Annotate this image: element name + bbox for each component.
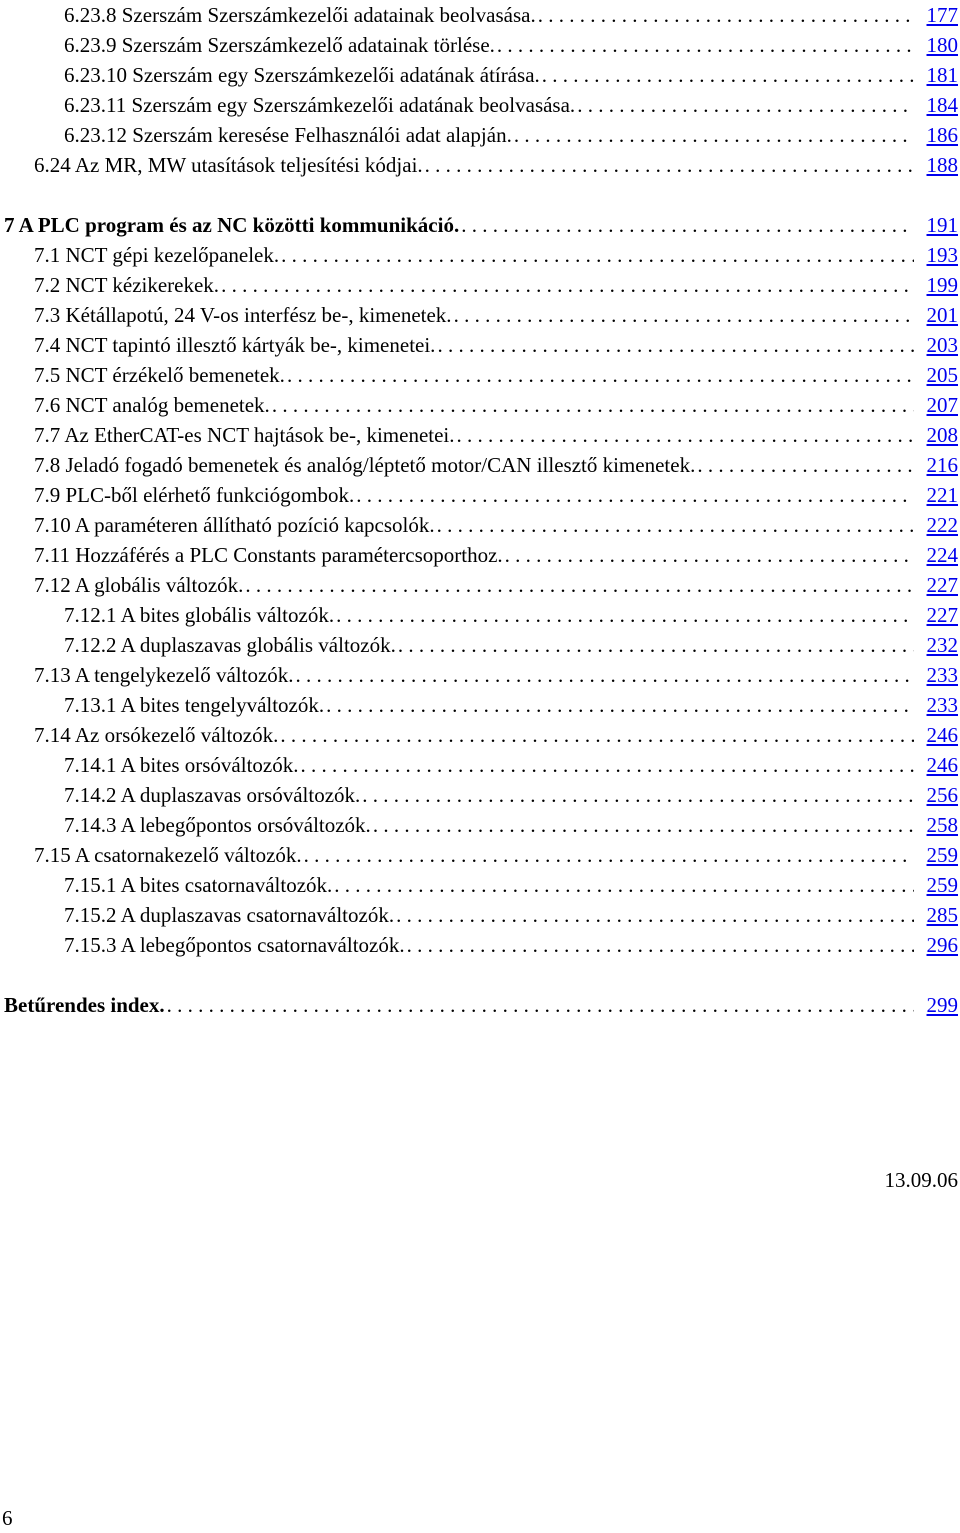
toc-entry bbox=[34, 390, 958, 420]
toc-entry bbox=[64, 90, 958, 120]
toc-entry-title: 7.12 A globális változók. bbox=[34, 573, 244, 597]
toc-entry bbox=[34, 450, 958, 480]
toc-entry bbox=[34, 420, 958, 450]
toc-entry bbox=[64, 120, 958, 150]
toc-entry-title: 7.15.3 A lebegőpontos csatornaváltozók. bbox=[64, 933, 405, 957]
toc-page-link[interactable]: 221 bbox=[926, 483, 958, 507]
toc-page-link[interactable]: 299 bbox=[926, 993, 958, 1017]
toc-page-link[interactable]: 177 bbox=[926, 3, 958, 27]
toc-entry bbox=[34, 660, 958, 690]
toc-page-link[interactable]: 285 bbox=[926, 903, 958, 927]
toc-entry bbox=[64, 30, 958, 60]
toc-page-link[interactable]: 227 bbox=[926, 603, 958, 627]
dot-leader bbox=[332, 870, 914, 900]
dot-leader bbox=[405, 930, 914, 960]
toc-entry-title: 7.6 NCT analóg bemenetek. bbox=[34, 393, 270, 417]
toc-entry-title: 7.1 NCT gépi kezelőpanelek. bbox=[34, 243, 280, 267]
toc-entry-title: 7.3 Kétállapotú, 24 V-os interfész be-, kimenetek. bbox=[34, 303, 452, 327]
toc-entry-title: 6.23.11 Szerszám egy Szerszámkezelői adatának beolvasása. bbox=[64, 93, 576, 117]
dot-leader bbox=[423, 150, 914, 180]
toc-entry-title: 6.23.8 Szerszám Szerszámkezelői adatainak beolvasása. bbox=[64, 3, 536, 27]
toc-page-link[interactable]: 199 bbox=[926, 273, 958, 297]
dot-leader bbox=[354, 480, 914, 510]
toc-entry-title: 7.7 Az EtherCAT-es NCT hajtások be-, kimenetei. bbox=[34, 423, 455, 447]
dot-leader bbox=[394, 900, 914, 930]
dot-leader bbox=[165, 990, 914, 1020]
toc-entry bbox=[64, 0, 958, 30]
toc-entry-title: 6.24 Az MR, MW utasítások teljesítési kódjai. bbox=[34, 153, 423, 177]
toc-page-link[interactable]: 203 bbox=[926, 333, 958, 357]
toc-chapter-title: 7 A PLC program és az NC közötti kommunikáció. bbox=[4, 213, 460, 237]
toc-entry bbox=[64, 870, 958, 900]
toc-entry-title: 6.23.12 Szerszám keresése Felhasználói adat alapján. bbox=[64, 123, 512, 147]
toc-entry-title: 7.13.1 A bites tengelyváltozók. bbox=[64, 693, 325, 717]
toc-page-link[interactable]: 246 bbox=[926, 753, 958, 777]
toc-entry-title: 7.14 Az orsókezelő változók. bbox=[34, 723, 279, 747]
footer-date: 13.09.06 bbox=[884, 1168, 958, 1192]
toc-entry-title: 7.15 A csatornakezelő változók. bbox=[34, 843, 302, 867]
dot-leader bbox=[279, 240, 914, 270]
toc-page-link[interactable]: 208 bbox=[926, 423, 958, 447]
dot-leader bbox=[294, 660, 914, 690]
dot-leader bbox=[695, 450, 914, 480]
toc-entry bbox=[34, 510, 958, 540]
toc-entry bbox=[64, 690, 958, 720]
toc-page-link[interactable]: 184 bbox=[926, 93, 958, 117]
toc-entry bbox=[64, 810, 958, 840]
toc-page-link[interactable]: 296 bbox=[926, 933, 958, 957]
toc-entry-title: 7.15.1 A bites csatornaváltozók. bbox=[64, 873, 333, 897]
dot-leader bbox=[243, 570, 914, 600]
toc-page-link[interactable]: 216 bbox=[926, 453, 958, 477]
dot-leader bbox=[455, 420, 914, 450]
toc-entry bbox=[34, 300, 958, 330]
toc-page-link[interactable]: 233 bbox=[926, 693, 958, 717]
dot-leader bbox=[396, 630, 914, 660]
toc-entry bbox=[34, 330, 958, 360]
dot-leader bbox=[278, 720, 914, 750]
toc-page-link[interactable]: 188 bbox=[926, 153, 958, 177]
toc-chapter-entry bbox=[4, 990, 958, 1020]
dot-leader bbox=[540, 60, 914, 90]
toc-page-link[interactable]: 224 bbox=[926, 543, 958, 567]
toc-entry bbox=[64, 750, 958, 780]
toc-page-link[interactable]: 180 bbox=[926, 33, 958, 57]
toc-page-link[interactable]: 259 bbox=[926, 873, 958, 897]
toc-entry bbox=[34, 360, 958, 390]
dot-leader bbox=[219, 270, 914, 300]
toc-page-link[interactable]: 191 bbox=[926, 213, 958, 237]
toc-entry-title: 7.2 NCT kézikerekek. bbox=[34, 273, 220, 297]
dot-leader bbox=[299, 750, 915, 780]
toc-entry-title: 7.15.2 A duplaszavas csatornaváltozók. bbox=[64, 903, 395, 927]
dot-leader bbox=[435, 510, 914, 540]
toc-entry-title: 7.14.3 A lebegőpontos orsóváltozók. bbox=[64, 813, 371, 837]
toc-entry bbox=[34, 540, 958, 570]
toc-entry-title: 7.13 A tengelykezelő változók. bbox=[34, 663, 294, 687]
toc-page-link[interactable]: 205 bbox=[926, 363, 958, 387]
toc-page-link[interactable]: 227 bbox=[926, 573, 958, 597]
dot-leader bbox=[495, 30, 914, 60]
toc-entry-title: 7.14.2 A duplaszavas orsóváltozók. bbox=[64, 783, 361, 807]
dot-leader bbox=[452, 300, 914, 330]
dot-leader bbox=[512, 120, 914, 150]
toc-entry bbox=[34, 480, 958, 510]
toc-entry bbox=[34, 270, 958, 300]
toc-chapter-entry bbox=[4, 210, 958, 240]
toc-page-link[interactable]: 222 bbox=[926, 513, 958, 537]
dot-leader bbox=[285, 360, 914, 390]
toc-page-link[interactable]: 232 bbox=[926, 633, 958, 657]
toc-entry-title: 7.4 NCT tapintó illesztő kártyák be-, kimenetei. bbox=[34, 333, 436, 357]
dot-leader bbox=[360, 780, 914, 810]
toc-entry bbox=[34, 150, 958, 180]
toc-page-link[interactable]: 181 bbox=[926, 63, 958, 87]
toc-page-link[interactable]: 258 bbox=[926, 813, 958, 837]
toc-entry-title: 7.14.1 A bites orsóváltozók. bbox=[64, 753, 299, 777]
toc-entry-title: 7.12.1 A bites globális változók. bbox=[64, 603, 335, 627]
toc-entry-title: 6.23.9 Szerszám Szerszámkezelő adatainak törlése. bbox=[64, 33, 495, 57]
dot-leader bbox=[435, 330, 914, 360]
dot-leader bbox=[536, 0, 914, 30]
toc-page-link[interactable]: 201 bbox=[926, 303, 958, 327]
toc-entry bbox=[34, 720, 958, 750]
footer-page-number: 6 bbox=[2, 1506, 13, 1530]
dot-leader bbox=[575, 90, 914, 120]
toc-entry-title: 7.11 Hozzáférés a PLC Constants paramétercsoporthoz. bbox=[34, 543, 503, 567]
dot-leader bbox=[503, 540, 914, 570]
toc-entry-title: 6.23.10 Szerszám egy Szerszámkezelői adatának átírása. bbox=[64, 63, 540, 87]
toc-entry-title: 7.9 PLC-ből elérhető funkciógombok. bbox=[34, 483, 355, 507]
toc-entry bbox=[64, 630, 958, 660]
dot-leader bbox=[302, 840, 914, 870]
toc-page-link[interactable]: 256 bbox=[926, 783, 958, 807]
toc-page-link[interactable]: 259 bbox=[926, 843, 958, 867]
dot-leader bbox=[459, 210, 914, 240]
toc-page-link[interactable]: 207 bbox=[926, 393, 958, 417]
toc-entry-title: 7.10 A paraméteren állítható pozíció kapcsolók. bbox=[34, 513, 435, 537]
toc-entry-title: 7.8 Jeladó fogadó bemenetek és analóg/léptető motor/CAN illesztő kimenetek. bbox=[34, 453, 696, 477]
toc-entry bbox=[64, 60, 958, 90]
toc-entry bbox=[64, 900, 958, 930]
toc-entry bbox=[34, 570, 958, 600]
toc-page-link[interactable]: 246 bbox=[926, 723, 958, 747]
toc-entry-title: 7.12.2 A duplaszavas globális változók. bbox=[64, 633, 396, 657]
toc-page-link[interactable]: 186 bbox=[926, 123, 958, 147]
toc-page-link[interactable]: 233 bbox=[926, 663, 958, 687]
dot-leader bbox=[334, 600, 914, 630]
toc-entry bbox=[64, 780, 958, 810]
toc-entry-title: 7.5 NCT érzékelő bemenetek. bbox=[34, 363, 285, 387]
dot-leader bbox=[371, 810, 914, 840]
toc-entry bbox=[64, 930, 958, 960]
toc-entry bbox=[34, 840, 958, 870]
toc-chapter-title: Betűrendes index. bbox=[4, 993, 165, 1017]
toc-entry bbox=[34, 240, 958, 270]
dot-leader bbox=[324, 690, 914, 720]
dot-leader bbox=[270, 390, 914, 420]
toc-entry bbox=[64, 600, 958, 630]
toc-page-link[interactable]: 193 bbox=[926, 243, 958, 267]
